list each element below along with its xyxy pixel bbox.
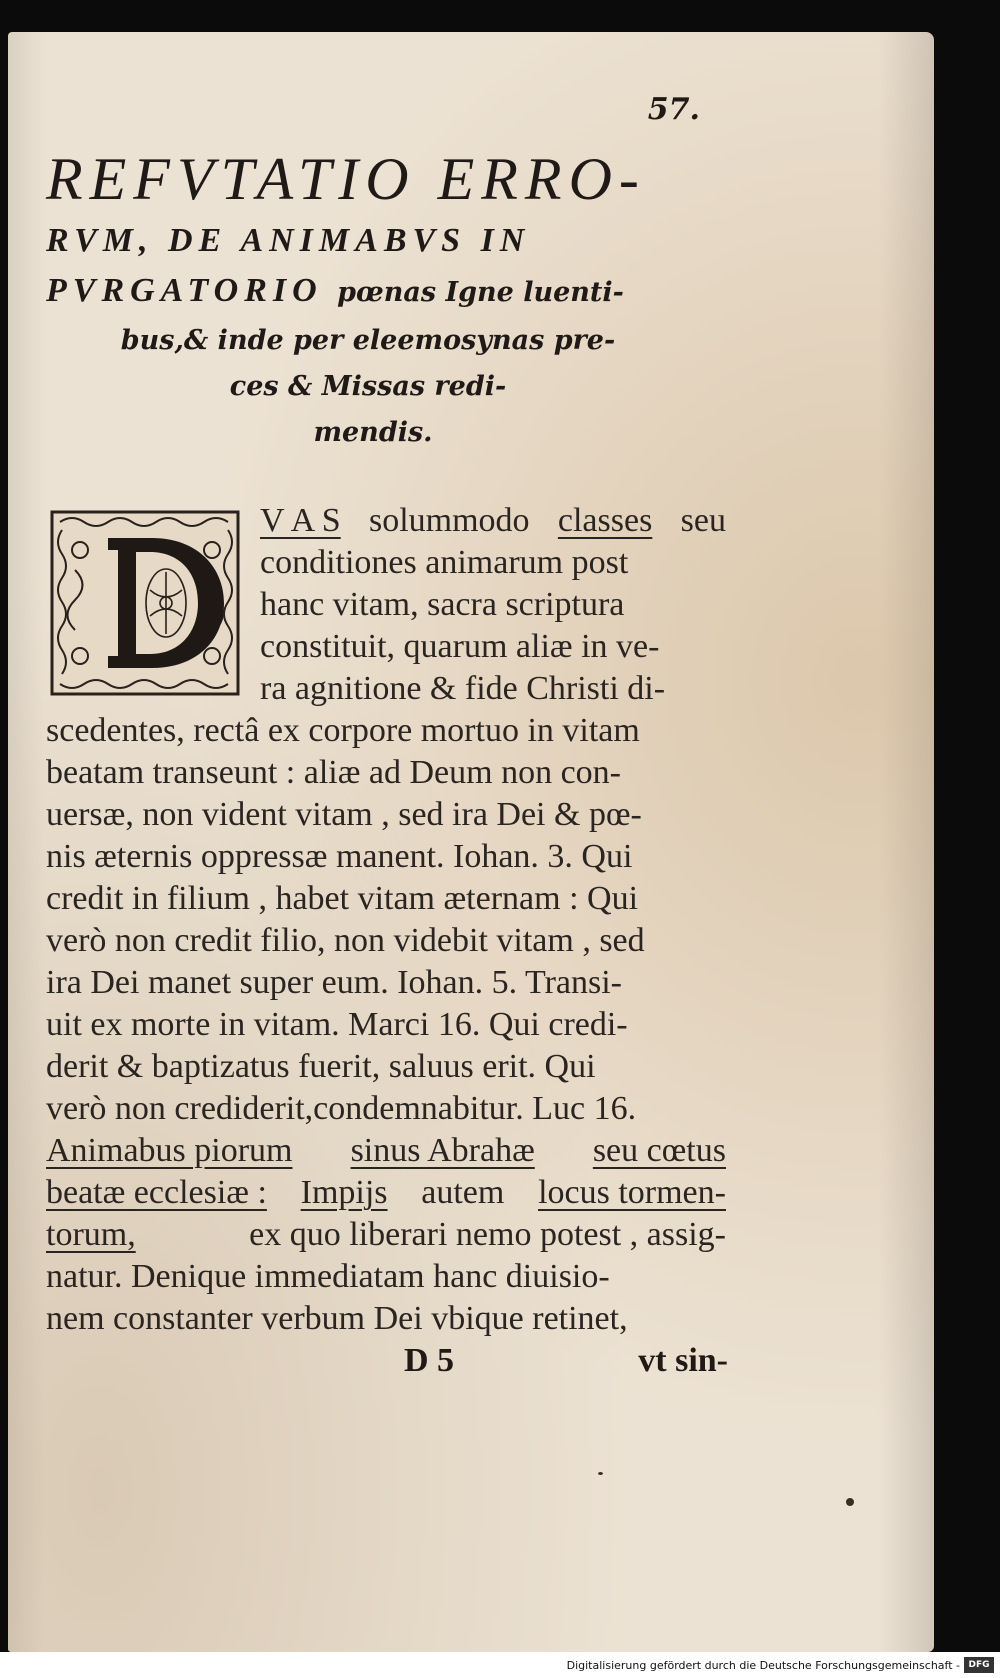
title-line-6: mendis.: [313, 417, 433, 448]
word: solummodo: [368, 502, 530, 539]
text-line: hanc vitam, sacra scriptura: [260, 586, 625, 623]
text-line: ra agnitione & fide Christi di-: [260, 670, 666, 707]
text-line: conditiones animarum post: [260, 544, 629, 581]
text-line: ira Dei manet super eum. Iohan. 5. Transi-: [46, 964, 622, 1001]
text-line: uit ex morte in vitam. Marci 16. Qui credi-: [46, 1006, 628, 1043]
word: seu: [680, 502, 726, 539]
underlined-word: Impijs: [300, 1174, 388, 1211]
text-line: [46, 1130, 726, 1172]
text-line: nem constanter verbum Dei vbique retinet,: [46, 1300, 628, 1337]
text-line: derit & baptizatus fuerit, saluus erit. Qui: [46, 1048, 596, 1085]
chapter-title: [38, 142, 738, 456]
underlined-word: torum,: [46, 1216, 136, 1253]
title-line-3-caps: PVRGATORIO: [46, 272, 323, 309]
text-line: credit in filium , habet vitam æternam : Qui: [46, 880, 639, 917]
underlined-phrase: sinus Abrahæ: [350, 1132, 535, 1169]
underlined-word: classes: [557, 502, 653, 539]
signature-mark: D 5: [404, 1342, 455, 1379]
text-line: scedentes, rectâ ex corpore mortuo in vitam: [46, 712, 640, 749]
text-line: natur. Denique immediatam hanc diuisio-: [46, 1258, 610, 1295]
book-page: [8, 32, 934, 1652]
underlined-phrase: Animabus piorum: [46, 1132, 293, 1169]
phrase: ex quo liberari nemo potest , assig-: [249, 1216, 726, 1253]
digitization-footer: [0, 1652, 1000, 1678]
paper-speck: [598, 1472, 603, 1475]
text-line: [260, 500, 726, 542]
title-line-3: [46, 266, 738, 318]
underlined-phrase: beatæ ecclesiæ :: [46, 1174, 267, 1211]
text-line: verò non credit filio, non videbit vitam , sed: [46, 922, 645, 959]
catchword: vt sin-: [638, 1342, 728, 1379]
word: autem: [421, 1174, 505, 1211]
title-line-2: RVM, DE ANIMABVS IN: [46, 222, 531, 259]
title-line-5: ces & Missas redi-: [229, 371, 507, 402]
text-line: verò non crediderit,condemnabitur. Luc 16.: [46, 1090, 637, 1127]
title-line-4: bus,& inde per eleemosynas pre-: [120, 325, 616, 356]
text-line: constituit, quarum aliæ in ve-: [260, 628, 660, 665]
initial-continuation: V A S: [260, 502, 341, 539]
text-line: beatam transeunt : aliæ ad Deum non con-: [46, 754, 621, 791]
underlined-phrase: seu cœtus: [592, 1132, 726, 1169]
folio-number: 57.: [647, 92, 700, 127]
text-line: [46, 1214, 726, 1256]
text-line: uersæ, non vident vitam , sed ira Dei & pœ-: [46, 796, 642, 833]
underlined-phrase: locus tormen-: [538, 1174, 726, 1211]
text-line: nis æternis oppressæ manent. Iohan. 3. Qui: [46, 838, 633, 875]
footer-credit: Digitalisierung gefördert durch die Deutsche Forschungsgemeinschaft -: [566, 1659, 960, 1672]
body-text: [46, 500, 726, 1340]
title-line-3-rest: pœnas Igne luenti-: [337, 277, 624, 308]
paper-speck: [846, 1498, 854, 1506]
text-line: [46, 1172, 726, 1214]
title-line-1: REFVTATIO ERRO-: [46, 146, 646, 212]
dfg-logo: DFG: [964, 1657, 994, 1673]
